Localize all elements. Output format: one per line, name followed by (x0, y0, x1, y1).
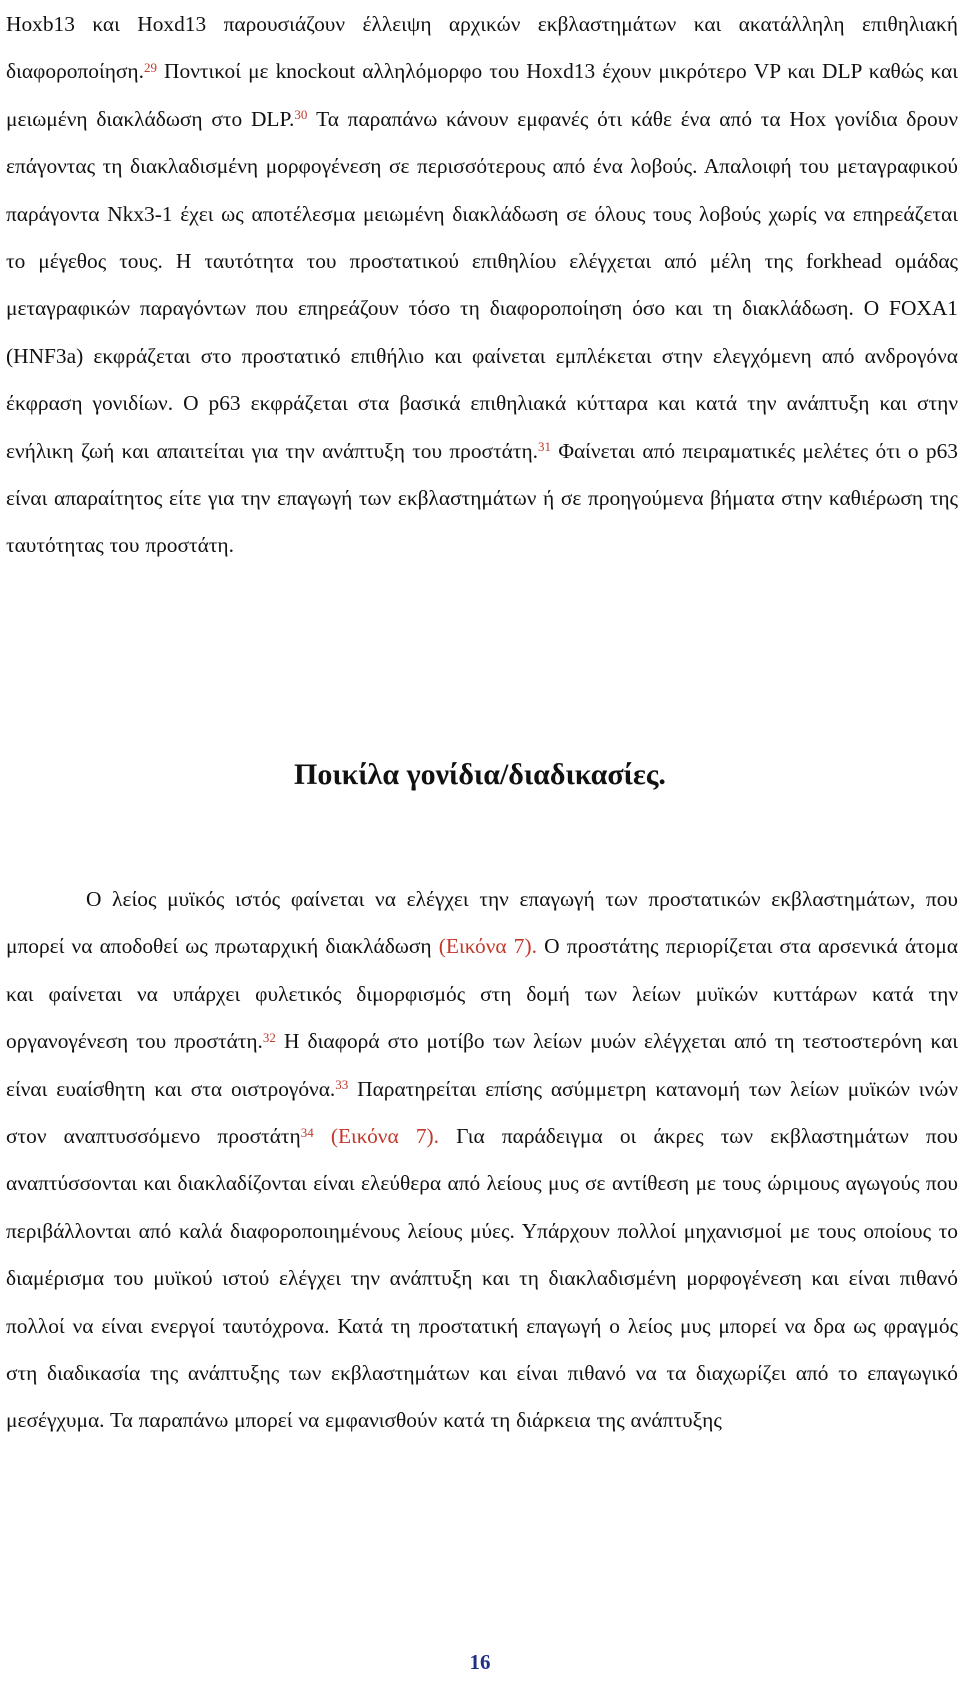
paragraph-text: Τα παραπάνω κάνουν εμφανές ότι κάθε ένα από τα Hox γονίδια δρουν επάγοντας τη διακλαδισμένη μορφογένεση σε περισσότερους από ένα λοβούς. Απαλοιφή του μεταγραφικού παράγοντα Nkx3-1 έχει ως αποτέλεσμα μειωμένη διακλάδωση σε όλους τους λοβούς χωρίς να επηρεάζεται το μέγεθος τους. Η ταυτότητα του προστατικού επιθηλίου ελέγχεται από μέλη της forkhead ομάδας μεταγραφικών παραγόντων που επηρεάζουν τόσο τη διαφοροποίηση όσο και τη διακλάδωση. Ο FOXA1 (HNF3a) εκφράζεται στο προστατικό επιθήλιο και φαίνεται εμπλέκεται στην ελεγχόμενη από ανδρογόνα έκφραση γονιδίων. Ο p63 εκφράζεται στα βασικά επιθηλιακά κύτταρα και κατά την ανάπτυξη και στην ενήλικη ζωή και απαιτείται για την ανάπτυξη του προστάτη. (6, 106, 958, 463)
paragraph-text: Ποντικοί με knockout αλληλόμορφο του Hoxd13 έχουν μικρότερο VP και DLP καθώς και μειωμένη διακλάδωση στο DLP. (6, 59, 958, 131)
page-number: 16 (469, 1650, 491, 1674)
citation-ref[interactable]: 29 (143, 59, 157, 75)
figure-ref[interactable]: (Εικόνα 7). (313, 1124, 440, 1149)
paragraph-text: Ο προστάτης περιορίζεται στα αρσενικά άτομα και φαίνεται να υπάρχει φυλετικός διμορφισμός στη δομή των λείων μυϊκών κυττάρων κατά την οργανογένεση του προστάτη. (6, 934, 959, 1054)
citation-ref[interactable]: 34 (300, 1124, 314, 1140)
citation-ref[interactable]: 30 (294, 107, 308, 123)
section-heading: Ποικίλα γονίδια/διαδικασίες. (294, 758, 666, 791)
paragraph-text: Φαίνεται από πειραματικές μελέτες ότι ο p63 είναι απαραίτητος είτε για την επαγωγή των εκβλαστημάτων ή σε προηγούμενα βήματα στην καθιέρωση της ταυτότητας του προστάτη. (6, 438, 958, 558)
paragraph-smooth-muscle (6, 876, 958, 1445)
paragraph-hox-genes (6, 1, 958, 570)
paragraph-text: Η διαφορά στο μοτίβο των λείων μυών ελέγχεται από τη τεστοστερόνη και είναι ευαίσθητη και στα οιστρογόνα. (6, 1029, 958, 1101)
citation-ref[interactable]: 32 (262, 1029, 276, 1045)
citation-ref[interactable]: 33 (335, 1077, 349, 1093)
figure-ref[interactable]: (Εικόνα 7). (438, 934, 537, 959)
paragraph-text: Ο λείος μυϊκός ιστός φαίνεται να ελέγχει την επαγωγή των προστατικών εκβλαστημάτων, που μπορεί να αποδοθεί ως πρωταρχική διακλάδωση (6, 887, 958, 959)
paragraph-text: Παρατηρείται επίσης ασύμμετρη κατανομή των λείων μυϊκών ινών στον αναπτυσσόμενο προστάτη (6, 1076, 958, 1149)
paragraph-text: Hoxb13 και Hoxd13 παρουσιάζουν έλλειψη αρχικών εκβλαστημάτων και ακατάλληλη επιθηλιακή διαφοροποίηση. (6, 12, 958, 84)
paragraph-text: Για παράδειγμα οι άκρες των εκβλαστημάτων που αναπτύσσονται και διακλαδίζονται είναι ελεύθερα από λείους μυς σε αντίθεση με τους ώριμους αγωγούς που περιβάλλονται από καλά διαφοροποιημένους λείους μύες. Υπάρχουν πολλοί μηχανισμοί με τους οποίους το διαμέρισμα του μυϊκού ιστού ελέγχει την ανάπτυξη και τη διακλαδισμένη μορφογένεση και είναι πιθανό πολλοί να είναι ενεργοί ταυτόχρονα. Κατά τη προστατική επαγωγή ο λείος μυς μπορεί να δρα ως φραγμός στη διαδικασία της ανάπτυξης των εκβλαστημάτων και είναι πιθανό να τα διαχωρίζει από το επαγωγικό μεσέγχυμα. Τα παραπάνω μπορεί να εμφανισθούν κατά τη διάρκεια της ανάπτυξης (6, 1124, 958, 1433)
citation-ref[interactable]: 31 (538, 439, 552, 455)
